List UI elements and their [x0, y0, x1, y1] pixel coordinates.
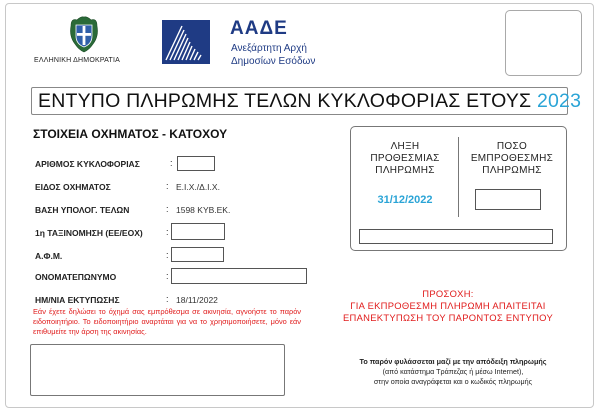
amount-field — [475, 189, 541, 210]
deadline-label — [362, 141, 448, 177]
late-payment-notice — [306, 288, 590, 324]
form-title-year: 2023 — [536, 90, 582, 112]
plate-field — [177, 156, 215, 171]
afm-label: Α.Φ.Μ. — [35, 251, 63, 261]
first-registration-field — [171, 223, 225, 240]
section-title: ΣΤΟΙΧΕΙΑ ΟΧΗΜΑΤΟΣ - ΚΑΤΟΧΟΥ — [33, 127, 228, 141]
afm-colon: : — [166, 250, 169, 260]
notice-line-1: ΠΡΟΣΟΧΗ: — [422, 288, 474, 299]
tax-base-colon: : — [166, 204, 169, 214]
notice-line-3: ΕΠΑΝΕΚΤΥΠΩΣΗ ΤΟΥ ΠΑΡΟΝΤΟΣ ΕΝΤΥΠΟΥ — [342, 312, 554, 323]
bottom-note-line-1: Το παρόν φυλάσσεται μαζί με την απόδειξη πληρωμής — [359, 357, 547, 366]
print-date-label: ΗΜ/ΝΙΑ ΕΚΤΥΠΩΣΗΣ — [35, 295, 120, 305]
vehicle-type-colon: : — [166, 181, 169, 191]
deadline-date: 31/12/2022 — [377, 194, 433, 206]
name-colon: : — [166, 271, 169, 281]
amount-label-line-1: ΠΟΣΟ — [496, 141, 528, 152]
corner-stamp-box — [505, 10, 582, 76]
deadline-label-line-2: ΠΡΟΘΕΣΜΙΑΣ — [370, 153, 440, 164]
first-registration-label: 1η ΤΑΞΙΝΟΜΗΣΗ (ΕΕ/ΕΟΧ) — [35, 228, 143, 238]
aade-logo-icon — [162, 20, 210, 64]
name-field — [171, 268, 307, 284]
first-registration-colon: : — [166, 227, 169, 237]
name-label: ΟΝΟΜΑΤΕΠΩΝΥΜΟ — [35, 272, 117, 282]
form-title — [38, 90, 581, 113]
payment-code-field — [359, 229, 553, 244]
amount-label — [462, 141, 562, 177]
immobilization-note: Εάν έχετε δηλώσει το όχημά σας εμπρόθεσμα σε ακινησία, αγνοήστε το παρόν ειδοποιητήριο. Το ειδοποιητήριο αναρτάται για να το χρησιμοποιήσετε, μόνο εάν επιθυμείτε την άρση της ακινησίας. — [33, 307, 301, 337]
notice-line-2: ΓΙΑ ΕΚΠΡΟΘΕΣΜΗ ΠΛΗΡΩΜΗ ΑΠΑΙΤΕΙΤΑΙ — [350, 300, 546, 311]
print-date-value: 18/11/2022 — [176, 295, 218, 305]
afm-field — [171, 247, 224, 262]
plate-colon: : — [170, 158, 173, 168]
barcode-box — [30, 344, 285, 396]
deadline-label-line-1: ΛΗΞΗ — [390, 141, 420, 152]
tax-base-value: 1598 ΚΥΒ.ΕΚ. — [176, 205, 231, 215]
greek-coat-of-arms-icon — [67, 14, 101, 54]
government-label: ΕΛΛΗΝΙΚΗ ΔΗΜΟΚΡΑΤΙΑ — [34, 57, 121, 64]
amount-label-line-2: ΕΜΠΡΟΘΕΣΜΗΣ — [470, 153, 554, 164]
amount-label-line-3: ΠΛΗΡΩΜΗΣ — [482, 165, 542, 176]
deadline-label-line-3: ΠΛΗΡΩΜΗΣ — [375, 165, 435, 176]
vehicle-type-label: ΕΙΔΟΣ ΟΧΗΜΑΤΟΣ — [35, 182, 111, 192]
panel-divider — [458, 137, 459, 217]
aade-title: ΑΑΔΕ — [230, 18, 288, 39]
tax-base-label: ΒΑΣΗ ΥΠΟΛΟΓ. ΤΕΛΩΝ — [35, 205, 130, 215]
bottom-note-line-2: (από κατάστημα Τράπεζας ή μέσω Internet), — [382, 367, 524, 376]
aade-subtitle-2: Δημοσίων Εσόδων — [231, 56, 316, 67]
print-date-colon: : — [166, 294, 169, 304]
vehicle-type-value: Ε.Ι.Χ./Δ.Ι.Χ. — [176, 182, 220, 192]
form-title-text: ΕΝΤΥΠΟ ΠΛΗΡΩΜΗΣ ΤΕΛΩΝ ΚΥΚΛΟΦΟΡΙΑΣ ΕΤΟΥΣ — [38, 90, 532, 112]
aade-subtitle-1: Ανεξάρτητη Αρχή — [231, 43, 307, 54]
bottom-note-line-3: στην οποία αναγράφεται και ο κωδικός πληρωμής — [373, 377, 533, 386]
plate-label: ΑΡΙΘΜΟΣ ΚΥΚΛΟΦΟΡΙΑΣ — [35, 159, 140, 169]
